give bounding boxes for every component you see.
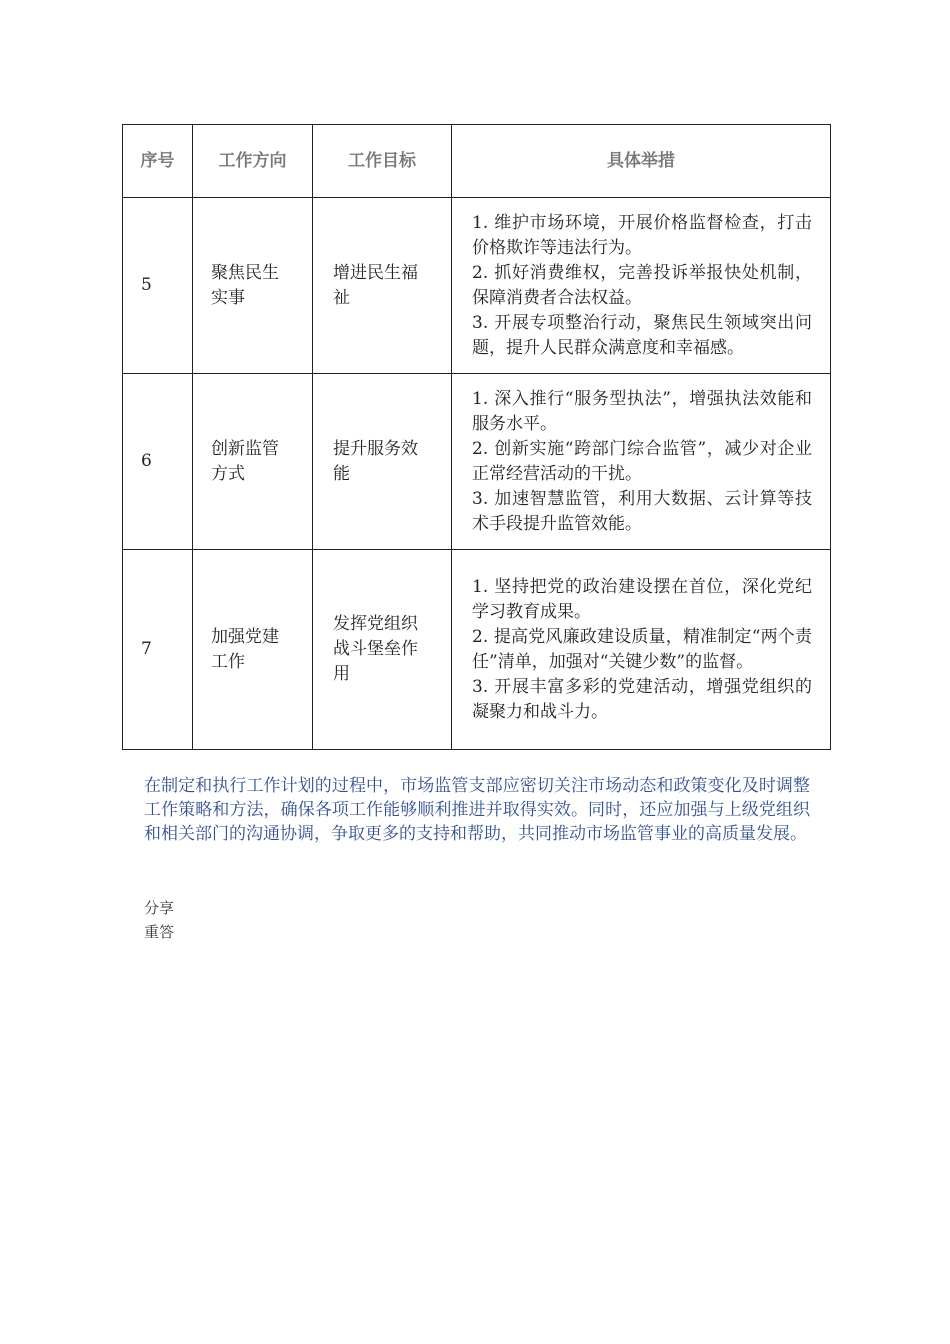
cell-measures — [452, 374, 831, 550]
cell-direction: 聚焦民生实事 — [193, 198, 313, 374]
measure-item: 1. 维护市场环境，开展价格监督检查，打击价格欺诈等违法行为。 — [472, 212, 812, 258]
reply-link[interactable]: 重答 — [144, 923, 175, 941]
header-goal: 工作目标 — [313, 125, 452, 198]
cell-seq: 7 — [123, 550, 193, 750]
work-plan-table — [122, 124, 831, 750]
measure-item: 3. 开展丰富多彩的党建活动，增强党组织的凝聚力和战斗力。 — [472, 676, 812, 722]
cell-seq: 6 — [123, 374, 193, 550]
measure-item: 3. 加速智慧监管，利用大数据、云计算等技术手段提升监管效能。 — [472, 488, 812, 534]
header-measures: 具体举措 — [452, 125, 831, 198]
cell-measures — [452, 198, 831, 374]
summary-paragraph: 在制定和执行工作计划的过程中，市场监管支部应密切关注市场动态和政策变化及时调整工作策略和方法，确保各项工作能够顺利推进并取得实效。同时，还应加强与上级党组织和相关部门的沟通协调，争取更多的支持和帮助，共同推动市场监管事业的高质量发展。 — [144, 776, 810, 844]
cell-goal: 提升服务效能 — [313, 374, 452, 550]
cell-direction: 创新监管方式 — [193, 374, 313, 550]
measure-item: 1. 深入推行“服务型执法”，增强执法效能和服务水平。 — [472, 388, 812, 434]
measure-item: 2. 创新实施“跨部门综合监管”，减少对企业正常经营活动的干扰。 — [472, 438, 812, 484]
table-header-row — [123, 125, 831, 198]
cell-goal: 发挥党组织战斗堡垒作用 — [313, 550, 452, 750]
measure-item: 2. 提高党风廉政建设质量，精准制定“两个责任”清单，加强对“关键少数”的监督。 — [472, 626, 812, 672]
cell-measures — [452, 550, 831, 750]
cell-direction: 加强党建工作 — [193, 550, 313, 750]
header-seq: 序号 — [123, 125, 193, 198]
table-row — [123, 374, 831, 550]
table-row — [123, 198, 831, 374]
table-row — [123, 550, 831, 750]
measure-item: 2. 抓好消费维权，完善投诉举报快处机制，保障消费者合法权益。 — [472, 262, 812, 308]
measure-item: 3. 开展专项整治行动，聚焦民生领域突出问题，提升人民群众满意度和幸福感。 — [472, 312, 812, 358]
cell-goal: 增进民生福祉 — [313, 198, 452, 374]
measure-item: 1. 坚持把党的政治建设摆在首位，深化党纪学习教育成果。 — [472, 576, 812, 622]
cell-seq: 5 — [123, 198, 193, 374]
header-direction: 工作方向 — [193, 125, 313, 198]
share-link[interactable]: 分享 — [144, 899, 175, 917]
